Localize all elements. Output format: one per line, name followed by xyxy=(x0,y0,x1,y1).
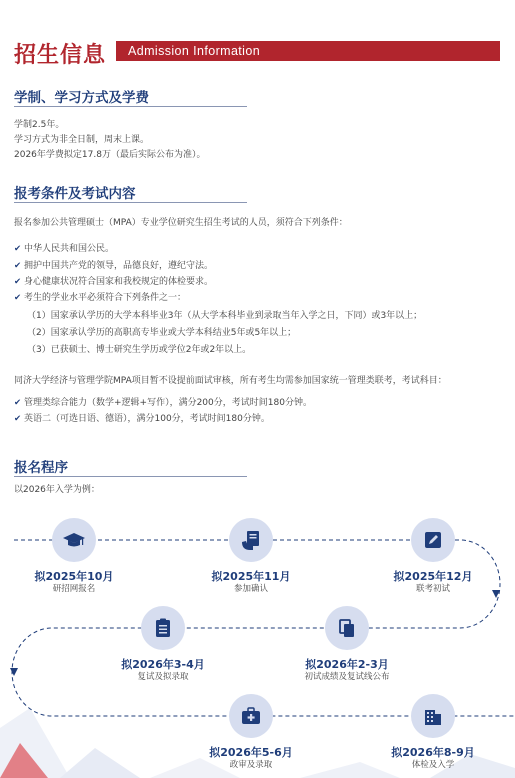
edit-pencil-icon xyxy=(422,529,444,551)
sub-condition-item: （2）国家承认学历的高职高专毕业或大学本科结业5年或5年以上； xyxy=(27,328,297,338)
step-date: 拟2026年8-9月 xyxy=(391,746,475,759)
step-icon-circle xyxy=(229,518,273,562)
check-icon: ✔ xyxy=(14,293,22,303)
page-title-english-bar: Admission Information xyxy=(116,41,500,61)
page-header xyxy=(0,36,515,68)
section-divider xyxy=(14,476,247,477)
step-label: 研招网报名 xyxy=(52,584,96,594)
step-date: 拟2025年10月 xyxy=(34,570,114,583)
exam-item: ✔ 管理类综合能力（数学+逻辑+写作），满分200分，考试时间180分钟。 xyxy=(14,396,312,411)
step-date: 拟2026年3-4月 xyxy=(121,658,205,671)
condition-item: ✔ 中华人民共和国公民。 xyxy=(14,242,114,257)
step-date: 拟2025年11月 xyxy=(211,570,291,583)
step-icon-circle xyxy=(229,694,273,738)
study-mode-text: 学习方式为非全日制，周末上课。 xyxy=(14,135,150,145)
medical-kit-icon xyxy=(240,705,262,727)
condition-item: ✔ 考生的学业水平必须符合下列条件之一： xyxy=(14,291,186,306)
condition-item: ✔ 拥护中国共产党的领导，品德良好，遵纪守法。 xyxy=(14,259,213,274)
clipboard-list-icon xyxy=(152,617,174,639)
sub-condition-item: （1）国家承认学历的大学本科毕业3年（从大学本科毕业到录取当年入学之日，下同）或3年以上； xyxy=(27,311,423,321)
step-label: 体检及入学 xyxy=(411,760,455,770)
section-title-application-process: 报名程序 xyxy=(14,460,68,476)
step-date: 拟2025年12月 xyxy=(393,570,473,583)
step-icon-circle xyxy=(411,518,455,562)
check-icon: ✔ xyxy=(14,277,22,287)
step-label: 参加确认 xyxy=(233,584,268,594)
step-date: 拟2026年2-3月 xyxy=(305,658,389,671)
graduation-cap-icon xyxy=(63,529,85,551)
step-label: 复试及拟录取 xyxy=(137,672,189,682)
check-icon: ✔ xyxy=(14,244,22,254)
step-icon-circle xyxy=(141,606,185,650)
step-label: 初试成绩及复试线公布 xyxy=(304,672,390,682)
check-icon: ✔ xyxy=(14,398,22,408)
copy-documents-icon xyxy=(336,617,358,639)
step-icon-circle xyxy=(325,606,369,650)
step-icon-circle xyxy=(411,694,455,738)
check-icon: ✔ xyxy=(14,261,22,271)
check-icon: ✔ xyxy=(14,414,22,424)
section-title-requirements: 报考条件及考试内容 xyxy=(14,186,136,202)
step-label: 政审及录取 xyxy=(229,760,273,770)
section-divider xyxy=(14,106,247,107)
application-timeline xyxy=(0,500,515,778)
sub-condition-item: （3）已获硕士、博士研究生学历或学位2年或2年以上。 xyxy=(27,345,252,355)
page-title: 招生信息 xyxy=(14,43,107,68)
section-title-duration-fees: 学制、学习方式及学费 xyxy=(14,90,149,106)
exam-intro: 同济大学经济与管理学院MPA项目暂不设提前面试审核，所有考生均需参加国家统一管理类联考，考试科目： xyxy=(14,376,447,386)
exam-item: ✔ 英语二（可选日语、德语），满分100分，考试时间180分钟。 xyxy=(14,412,270,427)
document-hand-icon xyxy=(240,529,262,551)
building-icon xyxy=(422,705,444,727)
step-icon-circle xyxy=(52,518,96,562)
process-intro: 以2026年入学为例： xyxy=(14,485,100,495)
step-date: 拟2026年5-6月 xyxy=(209,746,293,759)
condition-item: ✔ 身心健康状况符合国家和我校规定的体检要求。 xyxy=(14,275,213,290)
tuition-text: 2026年学费拟定17.8万（最后实际公布为准）。 xyxy=(14,150,206,160)
section-divider xyxy=(14,202,247,203)
duration-text: 学制2.5年。 xyxy=(14,120,65,130)
requirements-intro: 报名参加公共管理硕士（MPA）专业学位研究生招生考试的人员，须符合下列条件： xyxy=(14,218,348,228)
step-label: 联考初试 xyxy=(415,584,450,594)
